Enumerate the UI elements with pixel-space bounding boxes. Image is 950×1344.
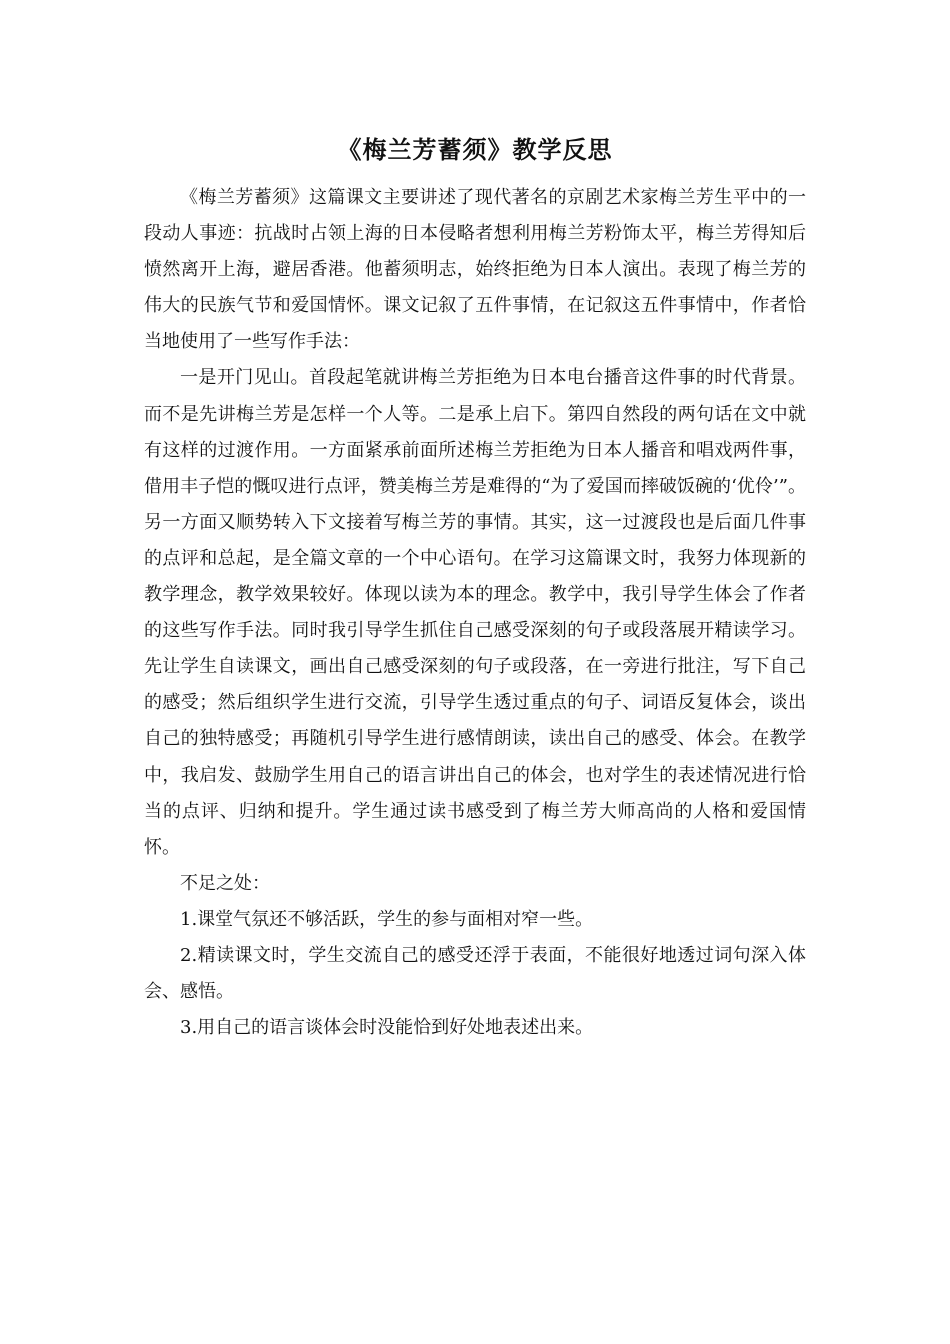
paragraph-analysis: 一是开门见山。首段起笔就讲梅兰芳拒绝为日本电台播音这件事的时代背景。而不是先讲梅兰芳是怎样一个人等。二是承上启下。第四自然段的两句话在文中就有这样的过渡作用。一方面紧承前面所述梅兰芳拒绝为日本人播音和唱戏两件事，借用丰子恺的慨叹进行点评，赞美梅兰芳是难得的“为了爱国而摔破饭碗的‘优伶’”。另一方面又顺势转入下文接着写梅兰芳的事情。其实，这一过渡段也是后面几件事的点评和总起，是全篇文章的一个中心语句。在学习这篇课文时，我努力体现新的教学理念，教学效果较好。体现以读为本的理念。教学中，我引导学生体会了作者的这些写作手法。同时我引导学生抓住自己感受深刻的句子或段落展开精读学习。先让学生自读课文，画出自己感受深刻的句子或段落，在一旁进行批注，写下自己的感受；然后组织学生进行交流，引导学生透过重点的句子、词语反复体会，谈出自己的独特感受；再随机引导学生进行感情朗读，读出自己的感受、体会。在教学中，我启发、鼓励学生用自己的语言讲出自己的体会，也对学生的表述情况进行恰当的点评、归纳和提升。学生通过读书感受到了梅兰芳大师高尚的人格和爱国情怀。	[144, 367, 806, 858]
paragraph-shortcoming-1: 1.课堂气氛还不够活跃，学生的参与面相对窄一些。	[180, 908, 594, 930]
document-body	[144, 180, 806, 1046]
paragraph-shortcoming-3: 3.用自己的语言谈体会时没能恰到好处地表述出来。	[180, 1017, 594, 1039]
paragraph-shortcomings-heading: 不足之处：	[180, 872, 270, 894]
paragraph-shortcoming-2: 2.精读课文时，学生交流自己的感受还浮于表面，不能很好地透过词句深入体会、感悟。	[144, 944, 806, 1003]
page-title: 《梅兰芳蓄须》教学反思	[337, 136, 613, 164]
paragraph-intro: 《梅兰芳蓄须》这篇课文主要讲述了现代著名的京剧艺术家梅兰芳生平中的一段动人事迹：抗战时占领上海的日本侵略者想利用梅兰芳粉饰太平，梅兰芳得知后愤然离开上海，避居香港。他蓄须明志，始终拒绝为日本人演出。表现了梅兰芳的伟大的民族气节和爱国情怀。课文记叙了五件事情，在记叙这五件事情中，作者恰当地使用了一些写作手法：	[144, 187, 806, 353]
